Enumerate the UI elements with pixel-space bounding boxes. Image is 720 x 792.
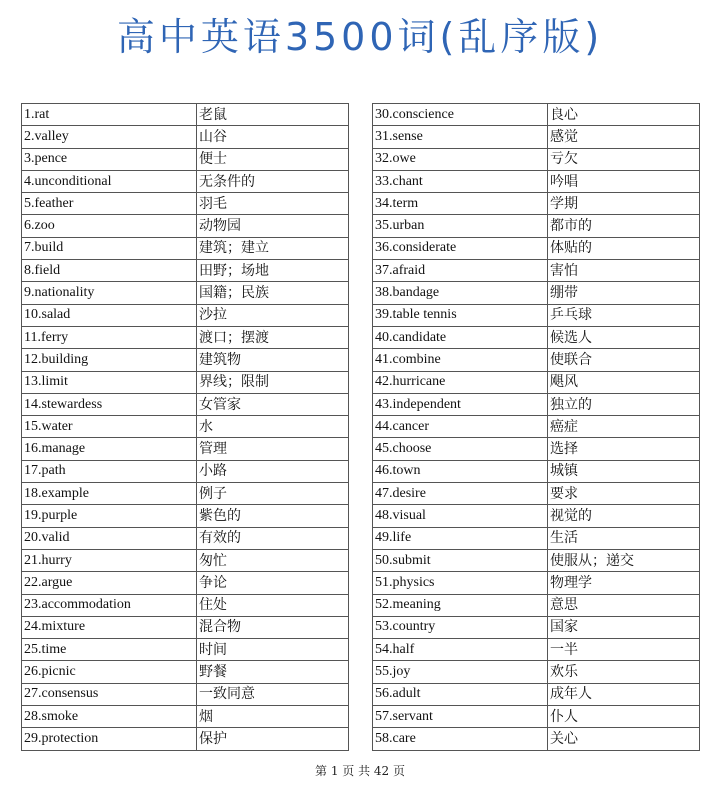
english-word-cell: 58.care: [373, 728, 548, 750]
english-word-cell: 53.country: [373, 616, 548, 638]
chinese-meaning-cell: 一致同意: [197, 683, 349, 705]
chinese-meaning-cell: 要求: [548, 483, 700, 505]
chinese-meaning-cell: 亏欠: [548, 148, 700, 170]
chinese-meaning-cell: 建筑物: [197, 349, 349, 371]
english-word-cell: 55.joy: [373, 661, 548, 683]
chinese-meaning-cell: 有效的: [197, 527, 349, 549]
chinese-meaning-cell: 城镇: [548, 460, 700, 482]
english-word-cell: 37.afraid: [373, 260, 548, 282]
vocab-row: [22, 104, 349, 126]
chinese-meaning-cell: 癌症: [548, 416, 700, 438]
english-word-cell: 5.feather: [22, 193, 197, 215]
english-word-cell: 24.mixture: [22, 616, 197, 638]
english-word-cell: 52.meaning: [373, 594, 548, 616]
chinese-meaning-cell: 老鼠: [197, 104, 349, 126]
chinese-meaning-cell: 关心: [548, 728, 700, 750]
vocab-row: [22, 126, 349, 148]
english-word-cell: 10.salad: [22, 304, 197, 326]
vocab-row: [22, 616, 349, 638]
english-word-cell: 7.build: [22, 237, 197, 259]
chinese-meaning-cell: 小路: [197, 460, 349, 482]
vocab-row: [373, 661, 700, 683]
english-word-cell: 16.manage: [22, 438, 197, 460]
vocab-row: [22, 237, 349, 259]
chinese-meaning-cell: 候选人: [548, 326, 700, 348]
chinese-meaning-cell: 学期: [548, 193, 700, 215]
vocab-row: [22, 148, 349, 170]
english-word-cell: 4.unconditional: [22, 170, 197, 192]
chinese-meaning-cell: 感觉: [548, 126, 700, 148]
vocab-row: [22, 728, 349, 750]
english-word-cell: 38.bandage: [373, 282, 548, 304]
chinese-meaning-cell: 国籍；民族: [197, 282, 349, 304]
vocab-row: [373, 594, 700, 616]
english-word-cell: 30.conscience: [373, 104, 548, 126]
chinese-meaning-cell: 水: [197, 416, 349, 438]
vocab-row: [373, 393, 700, 415]
vocab-row: [373, 639, 700, 661]
vocab-row: [373, 260, 700, 282]
vocab-row: [373, 483, 700, 505]
chinese-meaning-cell: 保护: [197, 728, 349, 750]
english-word-cell: 12.building: [22, 349, 197, 371]
vocab-table-left: [21, 103, 349, 751]
english-word-cell: 49.life: [373, 527, 548, 549]
english-word-cell: 51.physics: [373, 572, 548, 594]
english-word-cell: 19.purple: [22, 505, 197, 527]
english-word-cell: 48.visual: [373, 505, 548, 527]
vocab-row: [22, 460, 349, 482]
vocab-row: [373, 104, 700, 126]
english-word-cell: 25.time: [22, 639, 197, 661]
vocab-row: [22, 304, 349, 326]
chinese-meaning-cell: 女管家: [197, 393, 349, 415]
english-word-cell: 26.picnic: [22, 661, 197, 683]
chinese-meaning-cell: 意思: [548, 594, 700, 616]
chinese-meaning-cell: 例子: [197, 483, 349, 505]
english-word-cell: 20.valid: [22, 527, 197, 549]
english-word-cell: 11.ferry: [22, 326, 197, 348]
chinese-meaning-cell: 住处: [197, 594, 349, 616]
chinese-meaning-cell: 田野；场地: [197, 260, 349, 282]
vocab-row: [373, 572, 700, 594]
english-word-cell: 27.consensus: [22, 683, 197, 705]
vocab-row: [373, 193, 700, 215]
chinese-meaning-cell: 烟: [197, 706, 349, 728]
vocab-row: [22, 549, 349, 571]
english-word-cell: 22.argue: [22, 572, 197, 594]
english-word-cell: 41.combine: [373, 349, 548, 371]
vocab-row: [373, 304, 700, 326]
chinese-meaning-cell: 视觉的: [548, 505, 700, 527]
english-word-cell: 36.considerate: [373, 237, 548, 259]
english-word-cell: 17.path: [22, 460, 197, 482]
chinese-meaning-cell: 飓风: [548, 371, 700, 393]
chinese-meaning-cell: 使联合: [548, 349, 700, 371]
chinese-meaning-cell: 无条件的: [197, 170, 349, 192]
vocab-row: [22, 483, 349, 505]
english-word-cell: 54.half: [373, 639, 548, 661]
english-word-cell: 28.smoke: [22, 706, 197, 728]
chinese-meaning-cell: 渡口；摆渡: [197, 326, 349, 348]
vocab-row: [373, 215, 700, 237]
chinese-meaning-cell: 成年人: [548, 683, 700, 705]
english-word-cell: 44.cancer: [373, 416, 548, 438]
chinese-meaning-cell: 界线；限制: [197, 371, 349, 393]
vocab-table-right: [372, 103, 700, 751]
vocab-row: [22, 527, 349, 549]
english-word-cell: 40.candidate: [373, 326, 548, 348]
english-word-cell: 15.water: [22, 416, 197, 438]
english-word-cell: 13.limit: [22, 371, 197, 393]
vocab-row: [373, 170, 700, 192]
vocab-row: [22, 260, 349, 282]
english-word-cell: 9.nationality: [22, 282, 197, 304]
chinese-meaning-cell: 便士: [197, 148, 349, 170]
vocab-row: [373, 237, 700, 259]
vocab-row: [22, 326, 349, 348]
vocab-row: [22, 371, 349, 393]
english-word-cell: 21.hurry: [22, 549, 197, 571]
vocab-row: [373, 527, 700, 549]
vocab-row: [373, 505, 700, 527]
english-word-cell: 8.field: [22, 260, 197, 282]
vocab-row: [22, 505, 349, 527]
chinese-meaning-cell: 欢乐: [548, 661, 700, 683]
chinese-meaning-cell: 建筑；建立: [197, 237, 349, 259]
chinese-meaning-cell: 紫色的: [197, 505, 349, 527]
chinese-meaning-cell: 一半: [548, 639, 700, 661]
page-title: 高中英语3500词(乱序版): [116, 15, 604, 59]
vocab-row: [22, 282, 349, 304]
vocab-row: [373, 349, 700, 371]
english-word-cell: 35.urban: [373, 215, 548, 237]
vocab-row: [373, 706, 700, 728]
vocab-row: [22, 215, 349, 237]
vocab-row: [22, 639, 349, 661]
english-word-cell: 39.table tennis: [373, 304, 548, 326]
vocab-row: [22, 683, 349, 705]
english-word-cell: 46.town: [373, 460, 548, 482]
chinese-meaning-cell: 山谷: [197, 126, 349, 148]
english-word-cell: 56.adult: [373, 683, 548, 705]
vocab-row: [373, 282, 700, 304]
vocab-row: [373, 126, 700, 148]
chinese-meaning-cell: 时间: [197, 639, 349, 661]
chinese-meaning-cell: 乒乓球: [548, 304, 700, 326]
chinese-meaning-cell: 国家: [548, 616, 700, 638]
vocab-row: [373, 728, 700, 750]
english-word-cell: 6.zoo: [22, 215, 197, 237]
page-footer: 第 1 页 共 42 页: [315, 764, 405, 778]
english-word-cell: 47.desire: [373, 483, 548, 505]
vocab-row: [22, 349, 349, 371]
chinese-meaning-cell: 物理学: [548, 572, 700, 594]
vocab-row: [22, 572, 349, 594]
vocab-row: [22, 193, 349, 215]
english-word-cell: 29.protection: [22, 728, 197, 750]
english-word-cell: 42.hurricane: [373, 371, 548, 393]
vocab-row: [22, 416, 349, 438]
english-word-cell: 14.stewardess: [22, 393, 197, 415]
chinese-meaning-cell: 沙拉: [197, 304, 349, 326]
chinese-meaning-cell: 争论: [197, 572, 349, 594]
vocab-row: [373, 683, 700, 705]
chinese-meaning-cell: 良心: [548, 104, 700, 126]
vocab-row: [22, 706, 349, 728]
vocab-row: [373, 416, 700, 438]
vocab-row: [373, 148, 700, 170]
chinese-meaning-cell: 野餐: [197, 661, 349, 683]
vocab-row: [373, 438, 700, 460]
chinese-meaning-cell: 混合物: [197, 616, 349, 638]
vocab-row: [22, 661, 349, 683]
english-word-cell: 31.sense: [373, 126, 548, 148]
english-word-cell: 23.accommodation: [22, 594, 197, 616]
vocab-row: [373, 549, 700, 571]
chinese-meaning-cell: 仆人: [548, 706, 700, 728]
vocab-row: [22, 170, 349, 192]
chinese-meaning-cell: 体贴的: [548, 237, 700, 259]
english-word-cell: 1.rat: [22, 104, 197, 126]
chinese-meaning-cell: 绷带: [548, 282, 700, 304]
english-word-cell: 32.owe: [373, 148, 548, 170]
english-word-cell: 33.chant: [373, 170, 548, 192]
chinese-meaning-cell: 羽毛: [197, 193, 349, 215]
chinese-meaning-cell: 生活: [548, 527, 700, 549]
chinese-meaning-cell: 动物园: [197, 215, 349, 237]
chinese-meaning-cell: 匆忙: [197, 549, 349, 571]
vocab-row: [373, 460, 700, 482]
chinese-meaning-cell: 都市的: [548, 215, 700, 237]
vocab-row: [373, 616, 700, 638]
english-word-cell: 2.valley: [22, 126, 197, 148]
chinese-meaning-cell: 管理: [197, 438, 349, 460]
vocab-row: [373, 371, 700, 393]
english-word-cell: 34.term: [373, 193, 548, 215]
english-word-cell: 50.submit: [373, 549, 548, 571]
chinese-meaning-cell: 选择: [548, 438, 700, 460]
vocab-row: [22, 594, 349, 616]
english-word-cell: 45.choose: [373, 438, 548, 460]
chinese-meaning-cell: 独立的: [548, 393, 700, 415]
english-word-cell: 3.pence: [22, 148, 197, 170]
vocab-row: [22, 438, 349, 460]
english-word-cell: 18.example: [22, 483, 197, 505]
vocab-row: [22, 393, 349, 415]
english-word-cell: 57.servant: [373, 706, 548, 728]
chinese-meaning-cell: 使服从；递交: [548, 549, 700, 571]
vocab-row: [373, 326, 700, 348]
english-word-cell: 43.independent: [373, 393, 548, 415]
chinese-meaning-cell: 吟唱: [548, 170, 700, 192]
chinese-meaning-cell: 害怕: [548, 260, 700, 282]
